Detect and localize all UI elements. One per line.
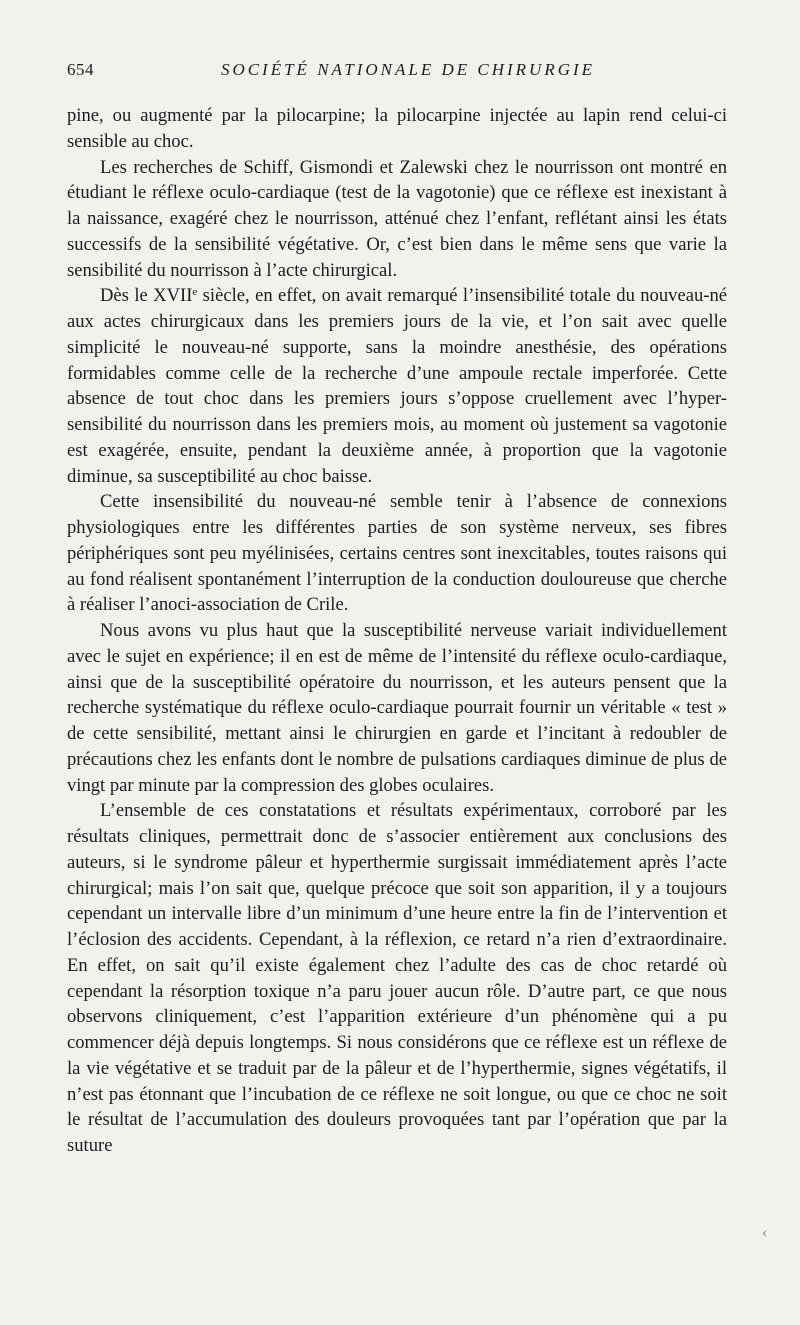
body-text bbox=[67, 103, 727, 1159]
margin-mark: ‹ bbox=[762, 1224, 768, 1241]
page-number: 654 bbox=[67, 60, 94, 79]
journal-title: SOCIÉTÉ NATIONALE DE CHIRURGIE bbox=[220, 60, 596, 79]
paragraph-text: Dès le XVII bbox=[100, 285, 193, 307]
century-superscript: e bbox=[192, 286, 198, 299]
paragraph-text: siècle, en effet, on avait remarqué l’insensibilité totale du nouveau-né aux actes chirurgicaux dans les premiers jours de la vie, et l’on sait avec quelle simplicité le nouveau-né supporte, sans la moindre anesthésie, des opérations formidables comme celle de la recherche d’une ampoule rectale imperforée. Cette absence de tout choc dans les premiers jours s’oppose cruellement avec l’hyper-sensibilité du nourrisson dans les premiers mois, au moment où justement sa vagotonie est exagérée, ensuite, pendant la deuxième année, à proportion que la vagotonie diminue, sa susceptibilité au choc baisse. bbox=[67, 285, 727, 487]
paragraph-oculo-cardiac-test: Nous avons vu plus haut que la susceptibilité nerveuse variait individuellement avec le sujet en expérience; il en est de même de l’intensité du réflexe oculo-cardiaque, ainsi que de la susceptibilité opératoire du nourrisson, et les auteurs pensent que la recherche systématique du réflexe oculo-cardiaque pourrait fournir un véritable « test » de cette sensibilité, mettant ainsi le chirurgien en garde et l’incitant à redoubler de précautions chez les enfants dont le nombre de pulsations cardiaques diminue de plus de vingt par minute par la compression des globes oculaires. bbox=[67, 620, 727, 796]
paragraph-nervous-connections: Cette insensibilité du nouveau-né semble tenir à l’absence de connexions physiologiques entre les différentes parties de son système nerveux, ses fibres périphériques sont peu myélinisées, certains centres sont inexcitables, toutes raisons qui au fond réalisent spontanément l’interruption de la conduction douloureuse que cherche à réaliser l’anoci-association de Crile. bbox=[67, 491, 727, 616]
paragraph-schiff-research: Les recherches de Schiff, Gismondi et Zalewski chez le nourrisson ont montré en étudiant le réflexe oculo-cardiaque (test de la vagotonie) que ce réflexe est inexistant à la naissance, exagéré chez le nourrisson, atténué chez l’enfant, reflétant ainsi les états successifs de la sensibilité végétative. Or, c’est bien dans le même sens que varie la sensibilité du nourrisson à l’acte chirurgical. bbox=[67, 156, 727, 281]
paragraph-newborn-insensibility bbox=[67, 283, 727, 489]
paragraph-conclusions: L’ensemble de ces constatations et résultats expérimentaux, corroboré par les résultats cliniques, permettrait donc de s’associer entièrement aux conclusions des auteurs, si le syndrome pâleur et hyperthermie surgissait immédiatement après l’acte chirurgical; mais l’on sait que, quelque précoce que soit son apparition, il y a toujours cependant un intervalle libre d’un minimum d’une heure entre la fin de l’intervention et l’éclosion des accidents. Cependant, à la réflexion, ce retard n’a rien d’extraordinaire. En effet, on sait qu’il existe également chez l’adulte des cas de choc retardé où cependant la résorption toxique n’a paru jouer aucun rôle. D’autre part, ce que nous observons cliniquement, c’est l’apparition extérieure d’un phénomène qui a pu commencer déjà depuis longtemps. Si nous considérons que ce réflexe est un réflexe de la vie végétative et se traduit par de la pâleur et de l’hyperthermie, signes végétatifs, il n’est pas étonnant que l’incubation de ce réflexe ne soit longue, ou que ce choc ne soit le résultat de l’accumulation des douleurs provoquées tant par l’opération que par la suture bbox=[67, 800, 727, 1156]
running-head bbox=[67, 60, 727, 84]
paragraph-continuation: pine, ou augmenté par la pilocarpine; la pilocarpine injectée au lapin rend celui-ci sensible au choc. bbox=[67, 105, 727, 152]
